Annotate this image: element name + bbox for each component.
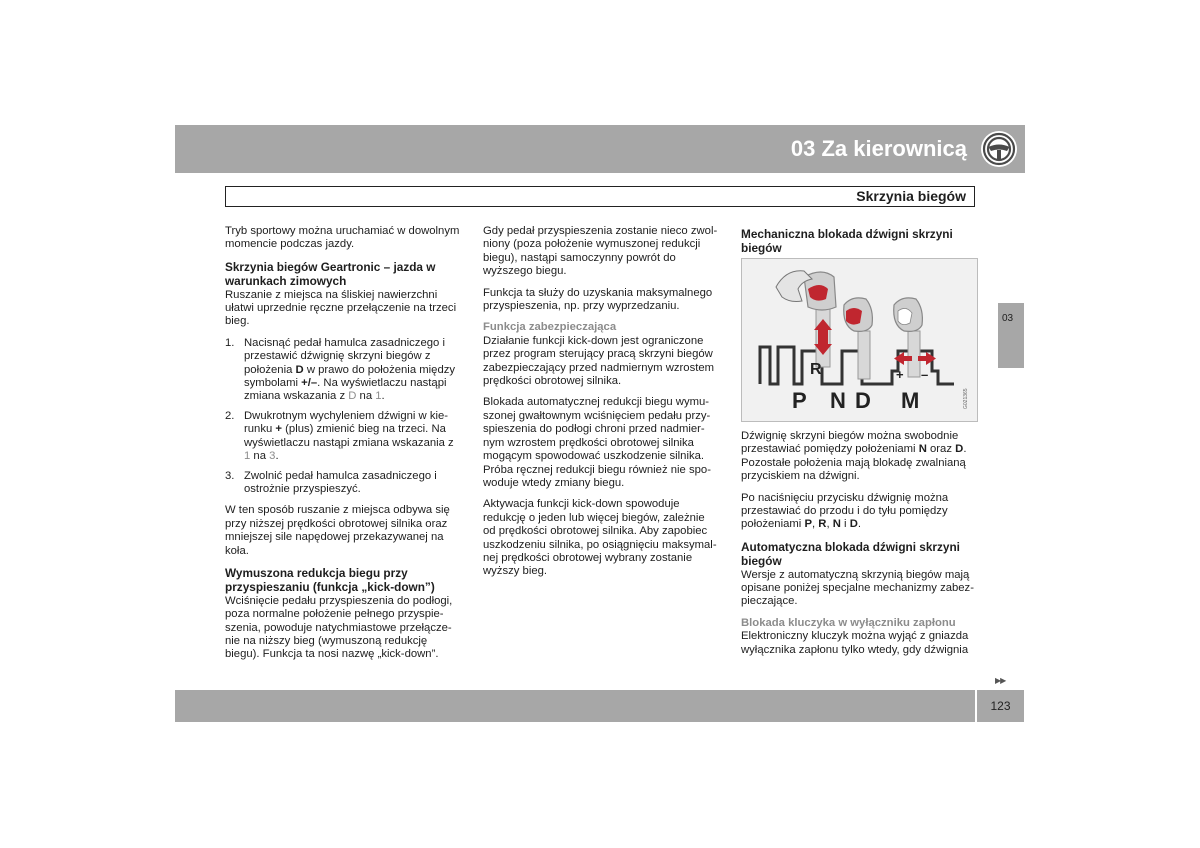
section-title-box <box>225 186 975 207</box>
page-number-box <box>977 690 1024 722</box>
paragraph: Działanie funkcji kick-down jest ograniczone przez program sterujący pracą skrzyni biegów zabezpieczający przed nadmiernym wzrostem prędkości obrotowej silnika. <box>483 334 715 388</box>
list-item: 2. Dwukrotnym wychyleniem dźwigni w kierunku + (plus) zmienić bieg na trzeci. Na wyświetlaczu nastąpi zmiana wskazania z 1 na 3. <box>225 409 454 463</box>
double-arrow-right-icon: ▶▶ <box>995 676 1006 685</box>
gate-letter-n: N <box>830 388 846 413</box>
section-title: Skrzynia biegów <box>856 188 966 204</box>
column-1 <box>225 225 460 670</box>
steps-list <box>225 337 460 496</box>
list-item: 1. Nacisnąć pedał hamulca zasadniczego i przestawić dźwignię skrzyni biegów z położenia D w prawo do położenia między symbolami +/–. Na wyświetlaczu nastąpi zmiana wskazania z D na 1. <box>225 336 456 403</box>
subheading-kick-down: Wymuszona redukcja biegu przy przyspieszaniu (funkcja „kick-down”) <box>225 565 435 595</box>
chapter-header-bar <box>175 125 1025 173</box>
subheading-safety-function: Funkcja zabezpieczająca <box>483 321 617 334</box>
subheading-automatic-lock: Automatyczna blokada dźwigni skrzyni biegów <box>741 539 960 569</box>
gate-label-r: R <box>810 361 822 378</box>
gear-selector-drawing <box>742 259 977 421</box>
subheading-mechanical-lock: Mechaniczna blokada dźwigni skrzyni biegów <box>741 227 953 256</box>
paragraph: Aktywacja funkcji kick-down spowoduje redukcję o jeden lub więcej biegów, zależnie od prędkości obrotowej silnika. Aby zapobiec uszkodzeniu silnika, po osiągnięciu maksymalnej prędkości obrotowej wybrany zostanie wyższy bieg. <box>483 498 717 578</box>
page-number: 123 <box>990 699 1011 713</box>
gate-letter-d: D <box>855 388 871 413</box>
paragraph: Elektroniczny kluczyk można wyjąć z gniazda wyłącznika zapłonu tylko wtedy, gdy dźwignia <box>741 630 969 656</box>
paragraph: Ruszanie z miejsca na śliskiej nawierzchni ułatwi uprzednie ręczne przełączenie na trzeci bieg. <box>225 288 457 328</box>
paragraph: Wciśnięcie pedału przyspieszenia do podłogi, poza normalne położenie pełnego przyspieszenia, powoduje natychmiastowe przełączenie na niższy bieg (wymuszoną redukcję biegu). Funkcja ta nosi nazwę „kick-down”. <box>225 594 453 661</box>
column-3-top <box>741 227 976 256</box>
chapter-title: 03 Za kierownicą <box>790 136 967 161</box>
paragraph: Gdy pedał przyspieszenia zostanie nieco zwolniony (poza położenie wymuszonej redukcji biegu), nastąpi samoczynny powrót do wyższego biegu. <box>483 225 718 278</box>
subheading-key-lock: Blokada kluczyka w wyłączniku zapłonu <box>741 616 956 629</box>
chapter-side-tab <box>998 303 1024 368</box>
gate-letter-p: P <box>792 388 807 413</box>
minus-label: – <box>921 367 929 382</box>
list-item: 3. Zwolnić pedał hamulca zasadniczego i ostrożnie przyspieszyć. <box>225 469 437 495</box>
paragraph: W ten sposób ruszanie z miejsca odbywa się przy niższej prędkości obrotowej silnika oraz mniejszej sile napędowej przekazywanej na koła. <box>225 504 450 557</box>
paragraph: Dźwignię skrzyni biegów można swobodnie przestawiać pomiędzy położeniami N oraz D. Pozostałe położenia mają blokadę zwalnianą przyciskiem na dźwigni. <box>741 430 967 483</box>
gear-selector-illustration <box>741 258 978 422</box>
paragraph: Blokada automatycznej redukcji biegu wymuszonej gwałtownym wciśnięciem pedału przyspieszenia do podłogi chroni przed nadmiernym wzrostem prędkości obrotowej silnika mogącym spowodować uszkodzenie silnika. Próba ręcznej redukcji biegu również nie spowoduje wtedy zmiany biegu. <box>483 396 711 489</box>
column-2 <box>483 225 719 587</box>
paragraph: Tryb sportowy można uruchamiać w dowolnym momencie podczas jazdy. <box>225 225 460 251</box>
plus-label: + <box>896 367 904 382</box>
subheading-geartronic-winter: Skrzynia biegów Geartronic – jazda w warunkach zimowych <box>225 259 436 289</box>
footer-bar <box>175 690 975 722</box>
paragraph: Wersje z automatyczną skrzynią biegów mają opisane poniżej specjalne mechanizmy zabezpieczające. <box>741 568 974 608</box>
gate-letter-m: M <box>901 388 920 413</box>
paragraph: Po naciśnięciu przycisku dźwignię można przestawiać do przodu i do tyłu pomiędzy położeniami P, R, N i D. <box>741 491 949 531</box>
illustration-code: G021365 <box>963 388 969 409</box>
steering-wheel-icon <box>979 129 1019 169</box>
column-3-bottom <box>741 430 976 665</box>
side-tab-label: 03 <box>1002 313 1014 324</box>
paragraph: Funkcja ta służy do uzyskania maksymalnego przyspieszenia, np. przy wyprzedzaniu. <box>483 286 713 313</box>
